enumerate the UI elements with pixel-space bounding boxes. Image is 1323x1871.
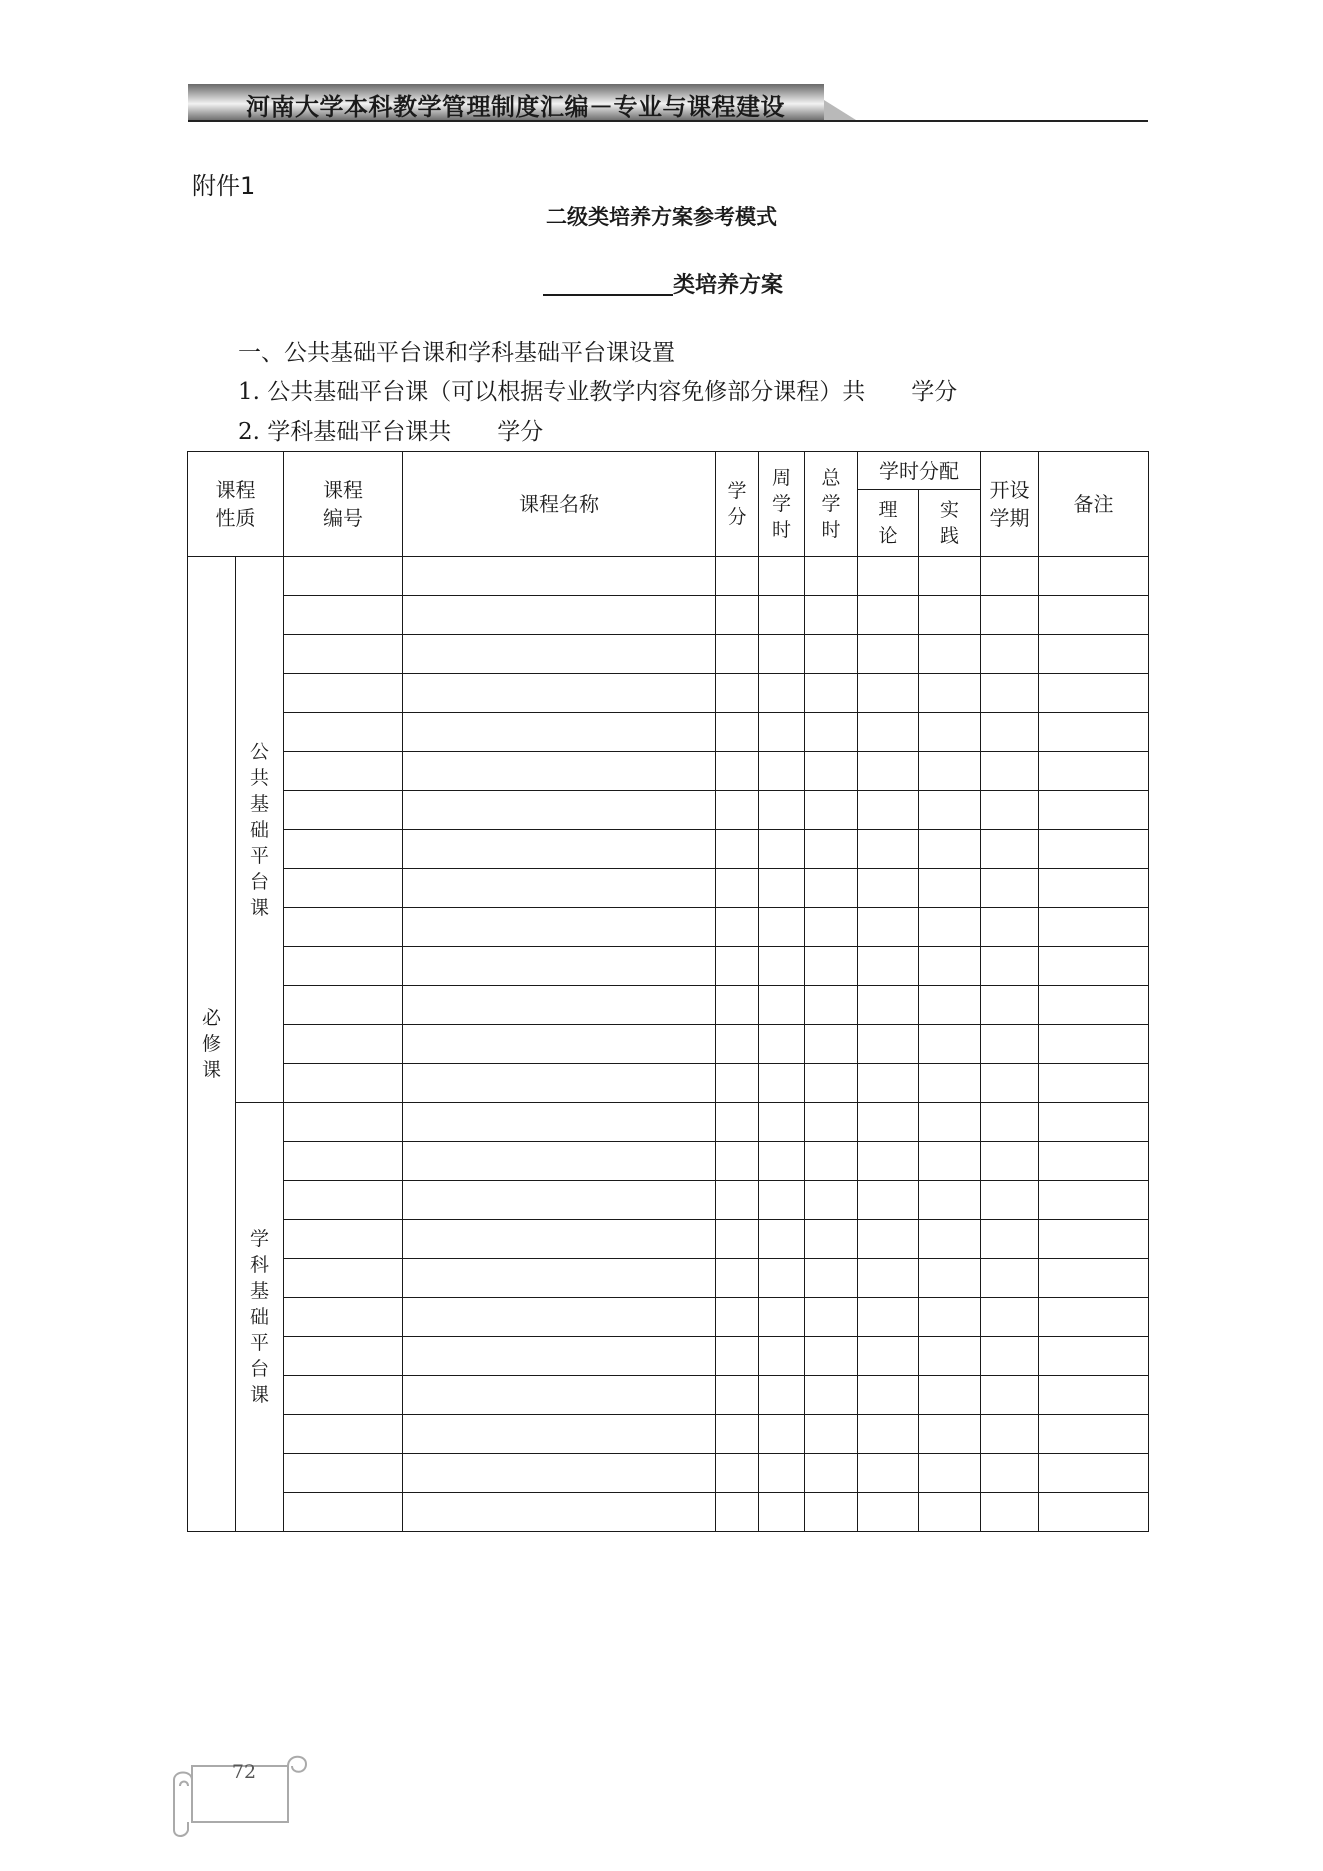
table-cell — [284, 869, 403, 908]
table-cell — [1039, 1181, 1149, 1220]
page-number-scroll-icon — [170, 1730, 310, 1840]
table-row — [188, 830, 1149, 869]
required-course-label: 必修课 — [188, 557, 236, 1532]
table-row — [188, 752, 1149, 791]
table-cell — [716, 674, 759, 713]
table-cell — [919, 908, 981, 947]
table-cell — [1039, 791, 1149, 830]
table-cell — [1039, 1298, 1149, 1337]
table-row — [188, 908, 1149, 947]
table-cell — [919, 1064, 981, 1103]
table-cell — [981, 908, 1039, 947]
table-cell — [284, 1142, 403, 1181]
header-remarks: 备注 — [1039, 452, 1149, 557]
table-cell — [858, 1142, 919, 1181]
table-row — [188, 986, 1149, 1025]
table-cell — [716, 1454, 759, 1493]
table-cell — [284, 1025, 403, 1064]
page-number: 72 — [231, 1761, 257, 1783]
table-cell — [716, 830, 759, 869]
table-row — [188, 1298, 1149, 1337]
table-cell — [716, 1064, 759, 1103]
table-cell — [919, 1181, 981, 1220]
table-cell — [759, 791, 805, 830]
table-cell — [403, 1142, 716, 1181]
table-cell — [1039, 1493, 1149, 1532]
table-cell — [403, 596, 716, 635]
table-cell — [403, 557, 716, 596]
table-row — [188, 1142, 1149, 1181]
header-practice: 实践 — [919, 490, 981, 557]
table-cell — [1039, 1103, 1149, 1142]
table-cell — [1039, 1259, 1149, 1298]
table-cell — [759, 830, 805, 869]
table-cell — [805, 986, 858, 1025]
table-cell — [284, 1298, 403, 1337]
table-cell — [403, 908, 716, 947]
header-hours-split: 学时分配 — [858, 452, 981, 490]
table-cell — [805, 1376, 858, 1415]
table-cell — [284, 1220, 403, 1259]
table-cell — [759, 635, 805, 674]
table-cell — [759, 1298, 805, 1337]
table-cell — [759, 947, 805, 986]
table-cell — [919, 1220, 981, 1259]
header-banner — [188, 84, 824, 120]
public-platform-credits-line: 1. 公共基础平台课（可以根据专业教学内容免修部分课程）共 学分 — [238, 379, 958, 405]
table-cell — [284, 1064, 403, 1103]
table-cell — [919, 1298, 981, 1337]
table-cell — [805, 1298, 858, 1337]
table-cell — [716, 1181, 759, 1220]
table-cell — [805, 791, 858, 830]
table-cell — [858, 752, 919, 791]
table-cell — [403, 1454, 716, 1493]
table-cell — [858, 830, 919, 869]
table-cell — [858, 1103, 919, 1142]
table-cell — [805, 908, 858, 947]
table-cell — [759, 1376, 805, 1415]
table-cell — [759, 1415, 805, 1454]
table-cell — [1039, 635, 1149, 674]
table-cell — [919, 557, 981, 596]
table-cell — [981, 752, 1039, 791]
table-cell — [919, 1025, 981, 1064]
table-row — [188, 947, 1149, 986]
table-cell — [919, 1415, 981, 1454]
table-row — [188, 869, 1149, 908]
header-course-nature: 课程 性质 — [188, 452, 284, 557]
table-cell — [805, 557, 858, 596]
table-cell — [759, 1103, 805, 1142]
table-cell — [981, 1220, 1039, 1259]
table-cell — [403, 947, 716, 986]
table-cell — [716, 1025, 759, 1064]
table-cell — [919, 986, 981, 1025]
table-cell — [403, 1337, 716, 1376]
table-cell — [981, 1103, 1039, 1142]
table-cell — [284, 635, 403, 674]
table-cell — [759, 596, 805, 635]
table-cell — [403, 1298, 716, 1337]
table-cell — [1039, 1025, 1149, 1064]
table-cell — [716, 791, 759, 830]
table-cell — [1039, 1415, 1149, 1454]
table-cell — [716, 713, 759, 752]
table-cell — [403, 986, 716, 1025]
table-cell — [805, 830, 858, 869]
table-cell — [716, 908, 759, 947]
table-cell — [858, 1493, 919, 1532]
table-cell — [759, 752, 805, 791]
table-cell — [858, 635, 919, 674]
table-cell — [1039, 674, 1149, 713]
table-cell — [716, 1298, 759, 1337]
header-title: 河南大学本科教学管理制度汇编－专业与课程建设 — [246, 92, 785, 120]
table-cell — [759, 908, 805, 947]
table-cell — [981, 713, 1039, 752]
table-cell — [1039, 1064, 1149, 1103]
table-cell — [1039, 752, 1149, 791]
table-cell — [716, 1103, 759, 1142]
table-cell — [403, 752, 716, 791]
course-plan-table — [187, 451, 1149, 1532]
table-cell — [805, 1454, 858, 1493]
table-cell — [716, 752, 759, 791]
table-cell — [858, 986, 919, 1025]
table-cell — [805, 1337, 858, 1376]
table-cell — [919, 1454, 981, 1493]
table-cell — [1039, 713, 1149, 752]
table-cell — [284, 830, 403, 869]
table-cell — [981, 830, 1039, 869]
table-cell — [805, 1142, 858, 1181]
table-cell — [284, 1181, 403, 1220]
table-cell — [284, 713, 403, 752]
table-cell — [981, 947, 1039, 986]
table-cell — [981, 1025, 1039, 1064]
table-cell — [919, 713, 981, 752]
table-cell — [716, 1142, 759, 1181]
table-cell — [981, 1142, 1039, 1181]
attachment-label: 附件1 — [192, 172, 256, 200]
table-cell — [1039, 596, 1149, 635]
table-cell — [403, 713, 716, 752]
table-cell — [919, 752, 981, 791]
table-row — [188, 713, 1149, 752]
table-cell — [716, 869, 759, 908]
table-cell — [981, 1376, 1039, 1415]
table-cell — [716, 1337, 759, 1376]
table-cell — [284, 557, 403, 596]
table-cell — [1039, 1142, 1149, 1181]
table-row — [188, 1493, 1149, 1532]
table-cell — [805, 1415, 858, 1454]
table-cell — [981, 1337, 1039, 1376]
table-cell — [858, 674, 919, 713]
table-cell — [403, 1220, 716, 1259]
table-cell — [858, 1181, 919, 1220]
header-credit: 学分 — [716, 452, 759, 557]
table-cell — [759, 674, 805, 713]
public-platform-label: 公共基础平台课 — [236, 557, 284, 1103]
table-cell — [981, 1181, 1039, 1220]
table-cell — [1039, 1337, 1149, 1376]
table-cell — [759, 1259, 805, 1298]
table-cell — [284, 752, 403, 791]
table-row — [188, 674, 1149, 713]
table-cell — [981, 1415, 1039, 1454]
table-cell — [284, 947, 403, 986]
table-cell — [981, 557, 1039, 596]
table-cell — [805, 596, 858, 635]
table-cell — [716, 635, 759, 674]
table-cell — [981, 635, 1039, 674]
document-title: 二级类培养方案参考模式 — [546, 205, 777, 229]
table-cell — [805, 752, 858, 791]
table-cell — [284, 674, 403, 713]
table-cell — [403, 1181, 716, 1220]
table-cell — [759, 1064, 805, 1103]
table-cell — [759, 1025, 805, 1064]
table-cell — [981, 1064, 1039, 1103]
table-cell — [919, 1103, 981, 1142]
table-cell — [919, 596, 981, 635]
table-cell — [805, 947, 858, 986]
table-cell — [759, 1220, 805, 1259]
table-cell — [403, 1025, 716, 1064]
table-row — [188, 1220, 1149, 1259]
table-cell — [919, 1376, 981, 1415]
table-cell — [716, 1493, 759, 1532]
table-cell — [759, 1337, 805, 1376]
table-cell — [919, 1142, 981, 1181]
table-cell — [284, 791, 403, 830]
table-cell — [759, 986, 805, 1025]
table-cell — [1039, 947, 1149, 986]
table-cell — [403, 830, 716, 869]
table-row — [188, 1103, 1149, 1142]
table-cell — [919, 635, 981, 674]
table-cell — [284, 596, 403, 635]
header-theory: 理论 — [858, 490, 919, 557]
header-semester: 开设 学期 — [981, 452, 1039, 557]
table-row — [188, 1454, 1149, 1493]
table-cell — [981, 791, 1039, 830]
table-cell — [858, 1259, 919, 1298]
table-cell — [759, 1181, 805, 1220]
section-heading: 一、公共基础平台课和学科基础平台课设置 — [238, 340, 675, 366]
table-cell — [805, 869, 858, 908]
table-cell — [284, 1493, 403, 1532]
table-cell — [805, 1493, 858, 1532]
table-row — [188, 1181, 1149, 1220]
table-cell — [858, 1415, 919, 1454]
table-cell — [716, 1415, 759, 1454]
table-cell — [716, 1220, 759, 1259]
header-course-name: 课程名称 — [403, 452, 716, 557]
table-cell — [858, 1376, 919, 1415]
table-cell — [716, 1376, 759, 1415]
table-cell — [981, 596, 1039, 635]
fill-in-blank-line — [543, 294, 673, 296]
table-cell — [981, 986, 1039, 1025]
table-cell — [403, 1103, 716, 1142]
table-cell — [858, 1025, 919, 1064]
table-cell — [759, 713, 805, 752]
table-cell — [1039, 869, 1149, 908]
table-cell — [1039, 986, 1149, 1025]
table-cell — [1039, 1454, 1149, 1493]
header-rule — [188, 120, 1148, 122]
table-cell — [981, 1259, 1039, 1298]
table-row — [188, 1337, 1149, 1376]
table-row — [188, 1376, 1149, 1415]
table-row — [188, 1025, 1149, 1064]
table-cell — [716, 947, 759, 986]
table-cell — [403, 635, 716, 674]
table-cell — [981, 1493, 1039, 1532]
table-cell — [284, 1259, 403, 1298]
table-cell — [919, 1337, 981, 1376]
header-weekly-hours: 周学时 — [759, 452, 805, 557]
table-cell — [403, 1493, 716, 1532]
table-cell — [858, 1298, 919, 1337]
table-cell — [759, 1454, 805, 1493]
table-cell — [403, 1259, 716, 1298]
table-cell — [403, 869, 716, 908]
table-cell — [858, 869, 919, 908]
table-cell — [805, 713, 858, 752]
table-cell — [919, 1493, 981, 1532]
table-cell — [284, 1376, 403, 1415]
table-cell — [1039, 830, 1149, 869]
table-cell — [403, 1415, 716, 1454]
table-row — [188, 1415, 1149, 1454]
table-cell — [858, 596, 919, 635]
table-row — [188, 557, 1149, 596]
table-cell — [1039, 1376, 1149, 1415]
plan-subtitle: 类培养方案 — [673, 273, 784, 298]
table-row — [188, 1064, 1149, 1103]
table-cell — [716, 557, 759, 596]
table-row — [188, 791, 1149, 830]
table-row — [188, 1259, 1149, 1298]
table-cell — [403, 674, 716, 713]
table-cell — [284, 1103, 403, 1142]
table-cell — [858, 713, 919, 752]
table-cell — [981, 1298, 1039, 1337]
table-cell — [858, 947, 919, 986]
discipline-platform-credits-line: 2. 学科基础平台课共 学分 — [238, 419, 544, 445]
table-cell — [919, 869, 981, 908]
table-cell — [716, 596, 759, 635]
table-cell — [805, 1220, 858, 1259]
table-cell — [981, 674, 1039, 713]
table-cell — [284, 986, 403, 1025]
table-cell — [759, 557, 805, 596]
table-cell — [403, 1064, 716, 1103]
table-cell — [981, 1454, 1039, 1493]
table-cell — [919, 830, 981, 869]
table-cell — [858, 1064, 919, 1103]
table-row — [188, 635, 1149, 674]
table-cell — [805, 635, 858, 674]
table-cell — [1039, 908, 1149, 947]
table-cell — [805, 1064, 858, 1103]
table-cell — [284, 1337, 403, 1376]
discipline-platform-label: 学科基础平台课 — [236, 1103, 284, 1532]
table-cell — [805, 1181, 858, 1220]
table-cell — [805, 674, 858, 713]
table-cell — [284, 908, 403, 947]
table-cell — [858, 908, 919, 947]
table-cell — [1039, 1220, 1149, 1259]
table-cell — [1039, 557, 1149, 596]
table-cell — [759, 1493, 805, 1532]
table-cell — [919, 674, 981, 713]
table-cell — [981, 869, 1039, 908]
header-banner-tail — [824, 100, 856, 120]
table-cell — [403, 1376, 716, 1415]
table-cell — [805, 1103, 858, 1142]
table-cell — [716, 986, 759, 1025]
table-cell — [805, 1025, 858, 1064]
table-cell — [284, 1454, 403, 1493]
header-course-code: 课程 编号 — [284, 452, 403, 557]
table-cell — [858, 1337, 919, 1376]
table-cell — [919, 1259, 981, 1298]
table-cell — [858, 1454, 919, 1493]
table-cell — [919, 947, 981, 986]
table-cell — [284, 1415, 403, 1454]
table-cell — [716, 1259, 759, 1298]
table-cell — [403, 791, 716, 830]
table-cell — [858, 557, 919, 596]
table-cell — [759, 1142, 805, 1181]
table-row — [188, 596, 1149, 635]
header-total-hours: 总学时 — [805, 452, 858, 557]
table-cell — [805, 1259, 858, 1298]
table-cell — [759, 869, 805, 908]
table-cell — [858, 1220, 919, 1259]
table-cell — [919, 791, 981, 830]
table-cell — [858, 791, 919, 830]
